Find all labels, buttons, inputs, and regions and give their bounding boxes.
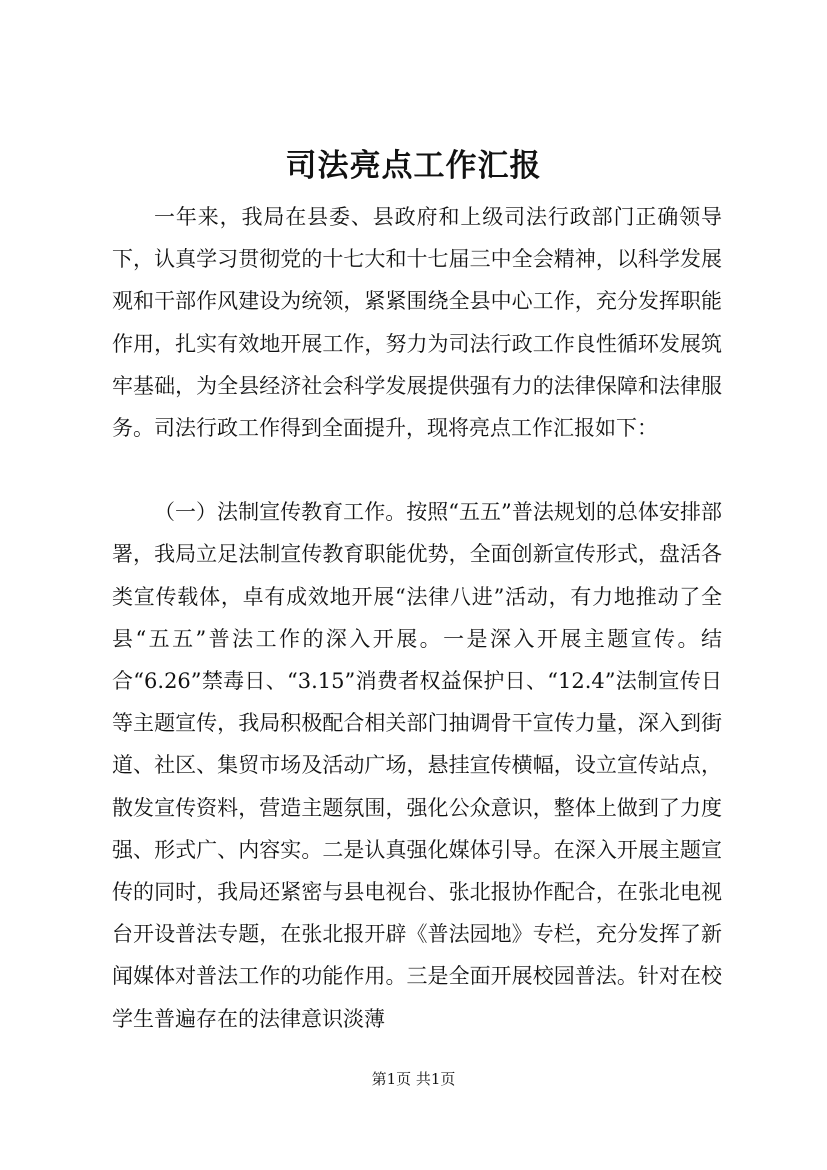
paragraph-intro: 一年来，我局在县委、县政府和上级司法行政部门正确领导下，认真学习贯彻党的十七大和十七届三中全会精神，以科学发展观和干部作风建设为统领，紧紧围绕全县中心工作，充分发挥职能作用，扎实有效地开展工作，努力为司法行政工作良性循环发展筑牢基础，为全县经济社会科学发展提供强有力的法律保障和法律服务。司法行政工作得到全面提升，现将亮点工作汇报如下： [112,205,722,441]
document-body [112,196,722,1040]
document-title: 司法亮点工作汇报 [285,148,542,184]
page-footer: 第1页 共1页 [371,1070,456,1088]
paragraph-legal-education: （一）法制宣传教育工作。按照“五五”普法规划的总体安排部署，我局立足法制宣传教育职能优势，全面创新宣传形式，盘活各类宣传载体，卓有成效地开展“法律八进”活动，有力地推动了全县“五五”普法工作的深入开展。一是深入开展主题宣传。结合“6.26”禁毒日、“3.15”消费者权益保护日、“12.4”法制宣传日等主题宣传，我局积极配合相关部门抽调骨干宣传力量，深入到街道、社区、集贸市场及活动广场，悬挂宣传横幅，设立宣传站点，散发宣传资料，营造主题氛围，强化公众意识，整体上做到了力度强、形式广、内容实。二是认真强化媒体引导。在深入开展主题宣传的同时，我局还紧密与县电视台、张北报协作配合，在张北电视台开设普法专题，在张北报开辟《普法园地》专栏，充分发挥了新闻媒体对普法工作的功能作用。三是全面开展校园普法。针对在校学生普遍存在的法律意识淡薄 [112,500,722,1031]
